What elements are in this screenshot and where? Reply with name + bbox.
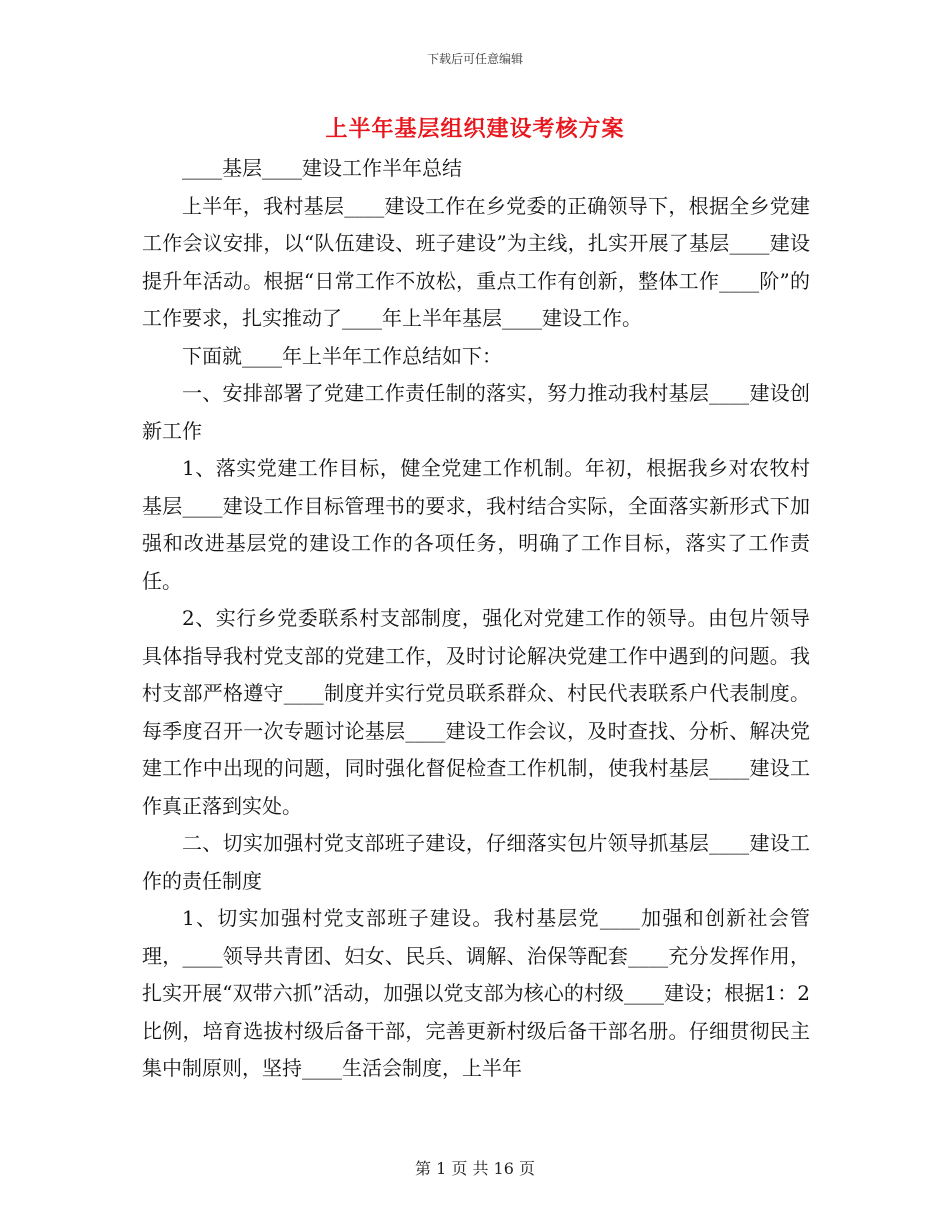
page-footer: 第 1 页 共 16 页	[415, 1159, 535, 1178]
paragraph-2-1: 1、切实加强村党支部班子建设。我村基层党____加强和创新社会管理，____领导共青团、妇女、民兵、调解、治保等配套____充分发挥作用，扎实开展“双带六抓”活动，加强以党支部为核心的村级____建设；根据1：2比例，培育选拔村级后备干部，完善更新村级后备干部名册。仔细贯彻民主集中制原则，坚持____生活会制度，上半年	[142, 906, 810, 1080]
header-note: 下载后可任意编辑	[426, 52, 523, 66]
paragraph-subtitle: ____基层____建设工作半年总结	[182, 156, 462, 180]
section-heading-2: 二、切实加强村党支部班子建设，仔细落实包片领导抓基层____建设工作的责任制度	[142, 831, 810, 893]
paragraph-summary-lead: 下面就____年上半年工作总结如下：	[182, 343, 502, 368]
paragraph-1-1: 1、落实党建工作目标，健全党建工作机制。年初，根据我乡对农牧村基层____建设工作目标管理书的要求，我村结合实际，全面落实新形式下加强和改进基层党的建设工作的各项任务，明确了工作目标，落实了工作责任。	[142, 456, 810, 593]
paragraph-1-2: 2、实行乡党委联系村支部制度，强化对党建工作的领导。由包片领导具体指导我村党支部的党建工作，及时讨论解决党建工作中遇到的问题。我村支部严格遵守____制度并实行党员联系群众、村民代表联系户代表制度。每季度召开一次专题讨论基层____建设工作会议，及时查找、分析、解决党建工作中出现的问题，同时强化督促检查工作机制，使我村基层____建设工作真正落到实处。	[142, 606, 810, 818]
paragraph-intro: 上半年，我村基层____建设工作在乡党委的正确领导下，根据全乡党建工作会议安排，以“队伍建设、班子建设”为主线，扎实开展了基层____建设提升年活动。根据“日常工作不放松，重点工作有创新，整体工作____阶”的工作要求，扎实推动了____年上半年基层____建设工作。	[142, 193, 810, 330]
section-heading-1: 一、安排部署了党建工作责任制的落实，努力推动我村基层____建设创新工作	[142, 381, 810, 443]
document-body	[142, 150, 810, 1088]
document-title: 上半年基层组织建设考核方案	[325, 116, 625, 142]
